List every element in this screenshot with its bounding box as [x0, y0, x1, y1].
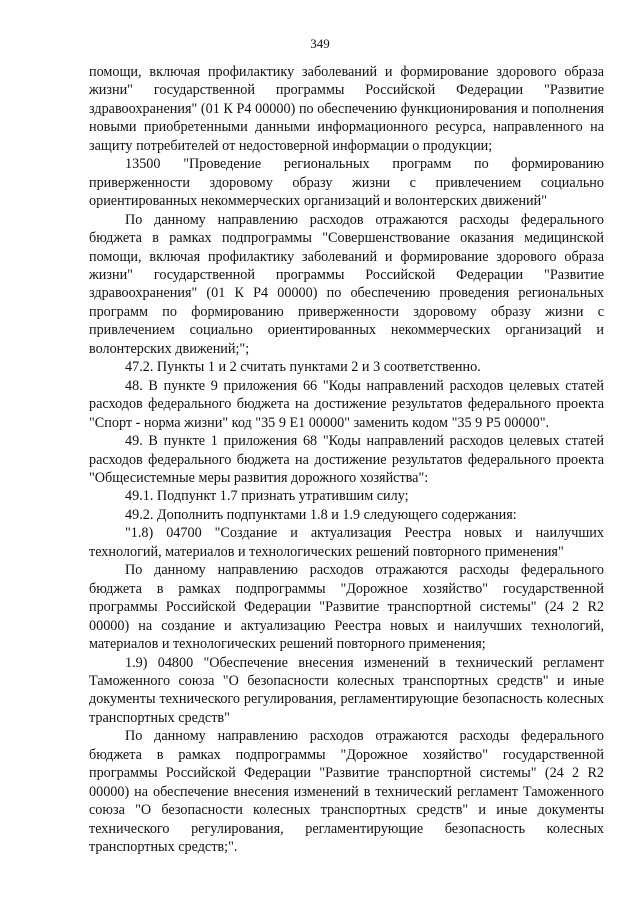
paragraph-8: 49.2. Дополнить подпунктами 1.8 и 1.9 следующего содержания: [125, 506, 517, 523]
paragraph-1: помощи, включая профилактику заболеваний и формирование здорового образа жизни" государственной программы Российской Федерации "Развитие здравоохранения" (01 К Р4 00000) по обеспечению функционирования и пополнения новыми приобретенными данными информационного ресурса, направленного на защиту потребителей от недостоверной информации о продукции; [89, 64, 604, 154]
page-number: 349 [310, 36, 330, 51]
paragraph-9: "1.8) 04700 "Создание и актуализация Реестра новых и наилучших технологий, материалов и технологических решений повторного применения" [89, 525, 604, 560]
paragraph-7: 49.1. Подпункт 1.7 признать утратившим силу; [125, 488, 409, 505]
paragraph-6: 49. В пункте 1 приложения 68 "Коды направлений расходов целевых статей расходов федерального бюджета на достижение результатов федерального проекта "Общесистемные меры развития дорожного хозяйства": [89, 433, 604, 486]
paragraph-10: По данному направлению расходов отражаются расходы федерального бюджета в рамках подпрограммы "Дорожное хозяйство" государственной программы Российской Федерации "Развитие транспортной системы" (24 2 R2 00000) на создание и актуализацию Реестра новых и наилучших технологий, материалов и технологических решений повторного применения; [89, 562, 604, 653]
paragraph-2: 13500 "Проведение региональных программ по формированию приверженности здоровому образу жизни с привлечением социально ориентированных некоммерческих организаций и волонтерских движений" [89, 156, 604, 210]
paragraph-3: По данному направлению расходов отражаются расходы федерального бюджета в рамках подпрограммы "Совершенствование оказания медицинской помощи, включая профилактику заболеваний и формирование здорового образа жизни" государственной программы Российской Федерации "Развитие здравоохранения" (01 К Р4 00000) по обеспечению проведения региональных программ по формированию приверженности здоровому образу жизни с привлечением социально ориентированных некоммерческих организаций и волонтерских движений;"; [89, 211, 604, 357]
paragraph-12: По данному направлению расходов отражаются расходы федерального бюджета в рамках подпрограммы "Дорожное хозяйство" государственной программы Российской Федерации "Развитие транспортной системы" (24 2 R2 00000) на обеспечение внесения изменений в технический регламент Таможенного союза "О безопасности колесных транспортных средств" и иные документы технического регулирования, регламентирующие безопасность колесных транспортных средств;". [89, 728, 604, 856]
paragraph-4: 47.2. Пункты 1 и 2 считать пунктами 2 и 3 соответственно. [125, 359, 481, 376]
paragraph-5: 48. В пункте 9 приложения 66 "Коды направлений расходов целевых статей расходов федерального бюджета на достижение результатов федерального проекта "Спорт - норма жизни" код "35 9 Е1 00000" заменить кодом "35 9 Р5 00000". [89, 377, 604, 431]
document-body [89, 63, 604, 856]
paragraph-11: 1.9) 04800 "Обеспечение внесения изменений в технический регламент Таможенного союза "О безопасности колесных транспортных средств" и иные документы технического регулирования, регламентирующие безопасность колесных транспортных средств" [89, 654, 604, 726]
